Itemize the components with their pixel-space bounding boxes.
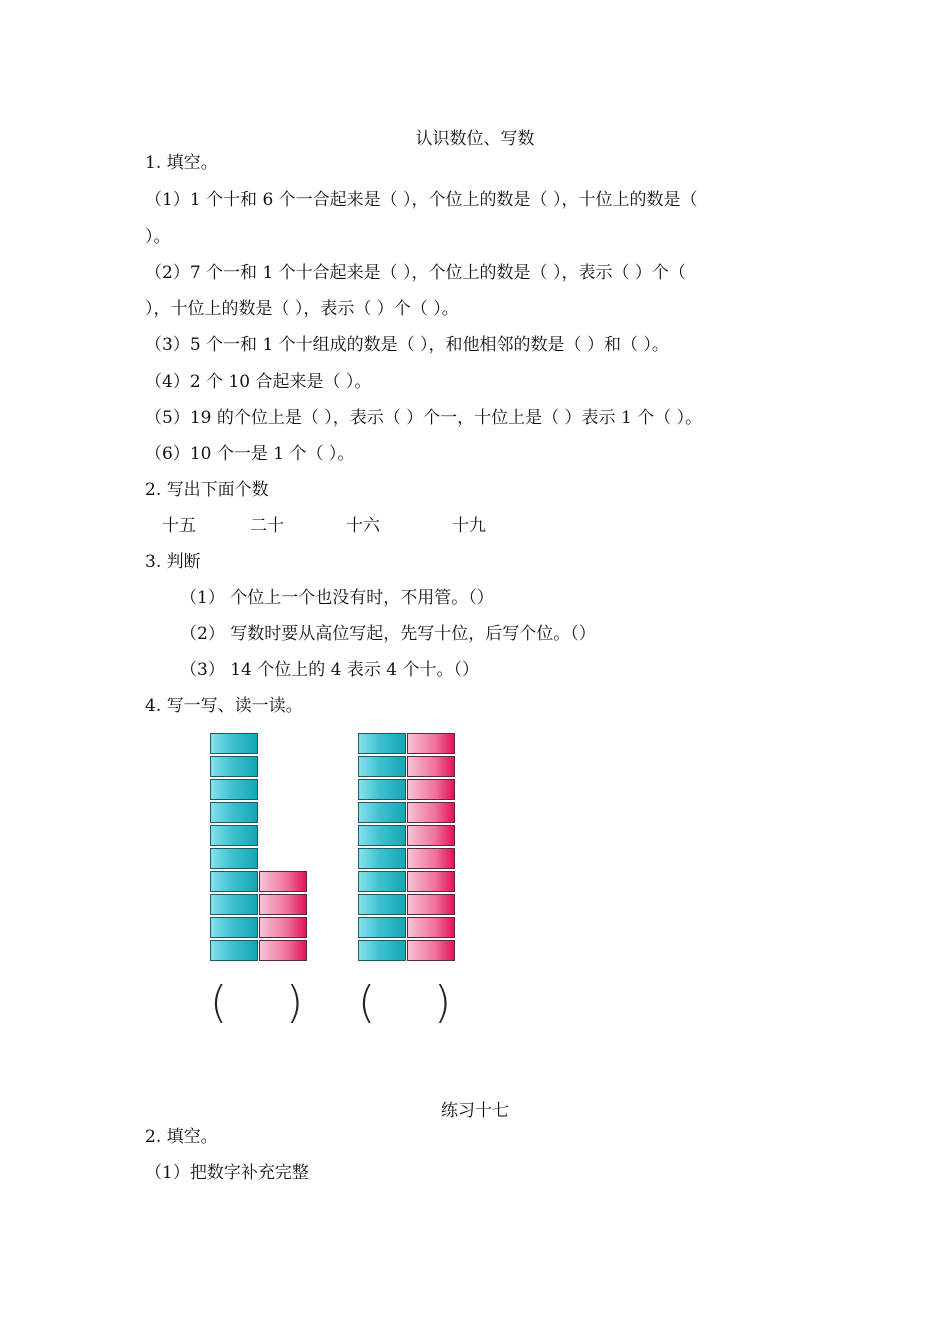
section-title: 练习十七 xyxy=(441,1101,509,1121)
tens-rod xyxy=(358,733,406,963)
p2-line: （1）把数字补充完整 xyxy=(145,1163,309,1183)
answer-paren-left: ( xyxy=(358,977,376,1028)
unit-cube xyxy=(210,871,258,892)
q1-line: ），十位上的数是（ ），表示（ ）个（ ）。 xyxy=(145,299,459,319)
q1-line: （2）7 个一和 1 个十合起来是（ ），个位上的数是（ ），表示（ ）个（ xyxy=(145,263,686,283)
place-value-figure-20 xyxy=(358,733,458,963)
unit-cube xyxy=(407,894,455,915)
unit-cube xyxy=(210,940,258,961)
unit-cube xyxy=(407,848,455,869)
number-word: 十九 xyxy=(452,516,486,536)
q1-line: （6）10 个一是 1 个（ ）。 xyxy=(145,444,355,464)
q1-line: （3）5 个一和 1 个十组成的数是（ ），和他相邻的数是（ ）和（ ）。 xyxy=(145,335,669,355)
unit-cube xyxy=(210,825,258,846)
place-value-figure-14 xyxy=(210,733,310,963)
unit-cube xyxy=(358,848,406,869)
unit-cube xyxy=(407,802,455,823)
number-word: 二十 xyxy=(250,516,284,536)
q3-heading: 3. 判断 xyxy=(145,552,201,572)
answer-paren-right: ) xyxy=(286,977,304,1028)
unit-cube xyxy=(259,940,307,961)
q4-heading: 4. 写一写、读一读。 xyxy=(145,696,303,716)
unit-cube xyxy=(358,940,406,961)
page-title: 认识数位、写数 xyxy=(415,129,535,149)
number-word: 十五 xyxy=(162,516,196,536)
unit-cube xyxy=(259,871,307,892)
unit-cube xyxy=(358,756,406,777)
unit-cube xyxy=(210,779,258,800)
answer-paren-left: ( xyxy=(210,977,228,1028)
unit-cube xyxy=(259,894,307,915)
number-word: 十六 xyxy=(346,516,380,536)
q3-item: （1） 个位上一个也没有时，不用管。（） xyxy=(180,588,494,608)
p2-heading: 2. 填空。 xyxy=(145,1127,218,1147)
unit-cube xyxy=(210,756,258,777)
unit-cube xyxy=(407,940,455,961)
unit-cube xyxy=(407,917,455,938)
unit-cube xyxy=(358,733,406,754)
unit-cube xyxy=(358,802,406,823)
tens-rod xyxy=(407,733,455,963)
tens-rod xyxy=(210,733,258,963)
q1-line: （4）2 个 10 合起来是（ ）。 xyxy=(145,372,372,392)
q1-line: （5）19 的个位上是（ ），表示（ ）个一，十位上是（ ）表示 1 个（ ）。 xyxy=(145,408,703,428)
unit-cube xyxy=(259,917,307,938)
q1-line: ）。 xyxy=(145,227,171,247)
unit-cube xyxy=(358,871,406,892)
ones-cubes xyxy=(259,733,307,963)
unit-cube xyxy=(407,756,455,777)
unit-cube xyxy=(210,894,258,915)
unit-cube xyxy=(407,825,455,846)
q1-line: （1）1 个十和 6 个一合起来是（ ），个位上的数是（ ），十位上的数是（ xyxy=(145,190,698,210)
unit-cube xyxy=(210,733,258,754)
q2-words xyxy=(0,515,950,537)
q3-item: （3） 14 个位上的 4 表示 4 个十。（） xyxy=(180,660,480,680)
unit-cube xyxy=(407,871,455,892)
q1-heading: 1. 填空。 xyxy=(145,153,218,173)
q3-item: （2） 写数时要从高位写起，先写十位，后写个位。（） xyxy=(180,624,596,644)
unit-cube xyxy=(358,917,406,938)
answer-paren-right: ) xyxy=(434,977,452,1028)
unit-cube xyxy=(358,894,406,915)
unit-cube xyxy=(358,825,406,846)
unit-cube xyxy=(407,733,455,754)
unit-cube xyxy=(210,802,258,823)
unit-cube xyxy=(358,779,406,800)
unit-cube xyxy=(210,917,258,938)
q2-heading: 2. 写出下面个数 xyxy=(145,480,269,500)
unit-cube xyxy=(407,779,455,800)
unit-cube xyxy=(210,848,258,869)
